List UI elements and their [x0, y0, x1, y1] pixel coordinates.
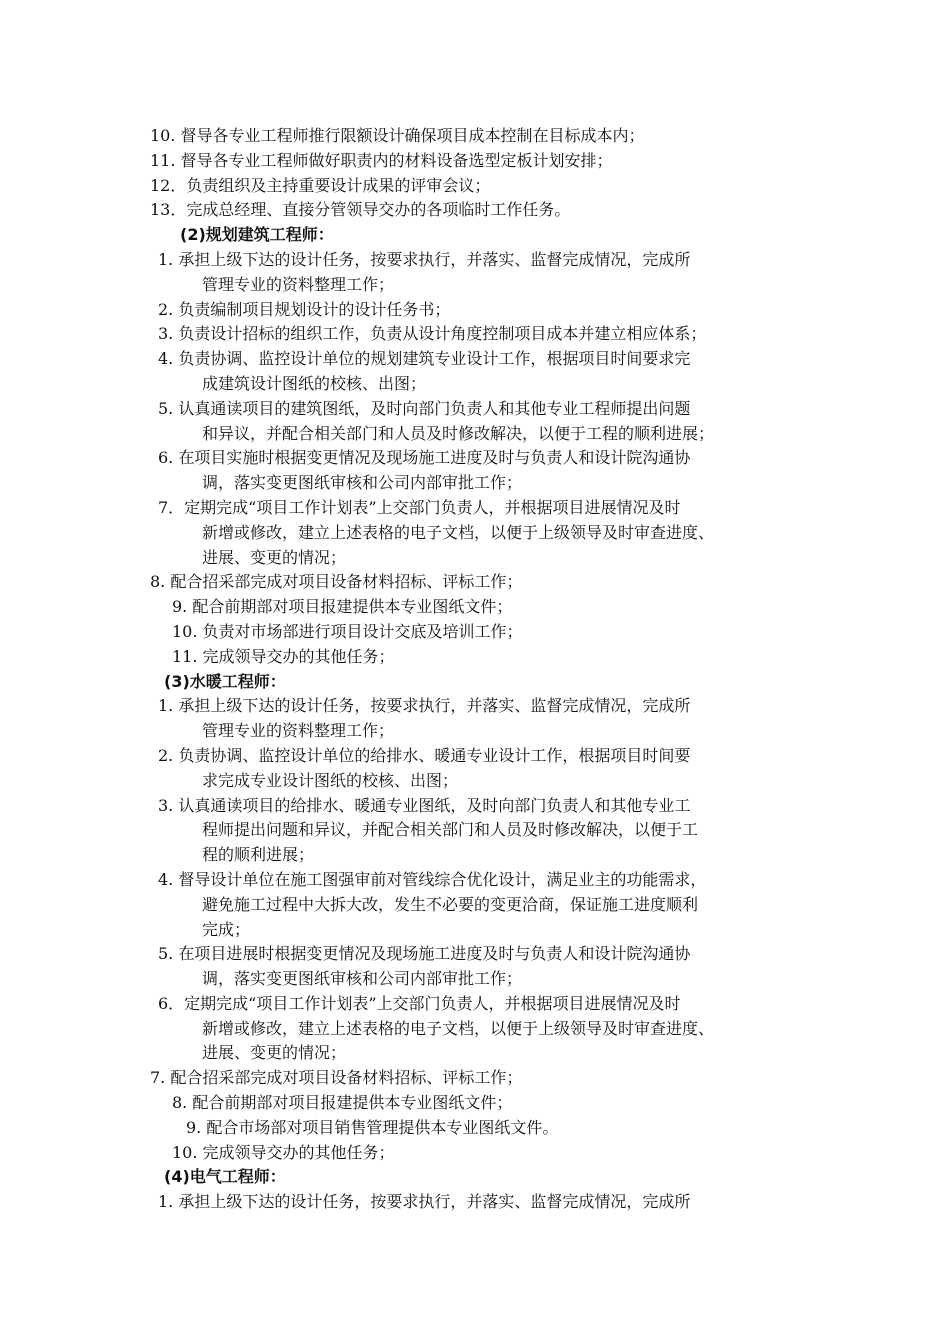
- list-item-continuation: 完成；: [202, 919, 251, 939]
- list-item: 3. 认真通读项目的给排水、暖通专业图纸，及时向部门负责人和其他专业工: [158, 795, 691, 815]
- list-item: 6．定期完成“项目工作计划表”上交部门负责人，并根据项目进展情况及时: [158, 993, 681, 1013]
- list-item-continuation: 程的顺利进展；: [202, 845, 315, 865]
- list-item-continuation: 新增或修改，建立上述表格的电子文档，以便于上级领导及时审查进度、: [202, 522, 715, 542]
- list-item: 9. 配合市场部对项目销售管理提供本专业图纸文件。: [186, 1117, 559, 1137]
- list-item: 11. 督导各专业工程师做好职责内的材料设备选型定板计划安排；: [150, 150, 613, 170]
- list-item-continuation: 管理专业的资料整理工作；: [202, 274, 395, 294]
- list-item-continuation: 管理专业的资料整理工作；: [202, 721, 395, 741]
- list-item: 5. 在项目进展时根据变更情况及现场施工进度及时与负责人和设计院沟通协: [158, 944, 691, 964]
- list-item: 7. 配合招采部完成对项目设备材料招标、评标工作；: [150, 1068, 523, 1088]
- list-item: 1. 承担上级下达的设计任务，按要求执行，并落实、监督完成情况，完成所: [158, 1192, 691, 1212]
- list-item: 10. 负责对市场部进行项目设计交底及培训工作；: [172, 621, 523, 641]
- list-item-continuation: 进展、变更的情况；: [202, 1043, 347, 1063]
- list-item: 10. 完成领导交办的其他任务；: [172, 1142, 395, 1162]
- list-item: 9. 配合前期部对项目报建提供本专业图纸文件；: [172, 597, 513, 617]
- list-item-continuation: 求完成专业设计图纸的校核、出图；: [202, 770, 459, 790]
- list-item-continuation: 进展、变更的情况；: [202, 547, 347, 567]
- list-item: 8. 配合前期部对项目报建提供本专业图纸文件；: [172, 1093, 513, 1113]
- list-item-continuation: 调，落实变更图纸审核和公司内部审批工作；: [202, 473, 523, 493]
- list-item: 7．定期完成“项目工作计划表”上交部门负责人，并根据项目进展情况及时: [158, 497, 681, 517]
- list-item: 4. 负责协调、监控设计单位的规划建筑专业设计工作，根据项目时间要求完: [158, 349, 691, 369]
- list-item: 3. 负责设计招标的组织工作，负责从设计角度控制项目成本并建立相应体系；: [158, 324, 707, 344]
- list-item: 10. 督导各专业工程师推行限额设计确保项目成本控制在目标成本内；: [150, 126, 645, 145]
- list-item-continuation: 和异议，并配合相关部门和人员及时修改解决，以便于工程的顺利进展；: [202, 423, 715, 443]
- list-item: 8. 配合招采部完成对项目设备材料招标、评标工作；: [150, 572, 523, 592]
- list-item: 4. 督导设计单位在施工图强审前对管线综合优化设计，满足业主的功能需求，: [158, 869, 707, 889]
- list-item: 5. 认真通读项目的建筑图纸，及时向部门负责人和其他专业工程师提出问题: [158, 398, 691, 418]
- list-item-continuation: 避免施工过程中大拆大改，发生不必要的变更洽商，保证施工进度顺利: [202, 894, 699, 914]
- section-heading: (2)规划建筑工程师：: [180, 225, 334, 245]
- list-item: 13．完成总经理、直接分管领导交办的各项临时工作任务。: [150, 200, 571, 220]
- list-item: 2. 负责编制项目规划设计的设计任务书；: [158, 299, 451, 319]
- list-item-continuation: 程师提出问题和异议，并配合相关部门和人员及时修改解决，以便于工: [202, 820, 699, 840]
- list-item-continuation: 成建筑设计图纸的校核、出图；: [202, 373, 427, 393]
- section-heading: (3)水暖工程师：: [164, 671, 286, 691]
- list-item-continuation: 调，落实变更图纸审核和公司内部审批工作；: [202, 969, 523, 989]
- list-item: 11. 完成领导交办的其他任务；: [172, 646, 395, 666]
- list-item: 1. 承担上级下达的设计任务，按要求执行，并落实、监督完成情况，完成所: [158, 696, 691, 716]
- document-body: [150, 124, 840, 1215]
- list-item: 2. 负责协调、监控设计单位的给排水、暖通专业设计工作，根据项目时间要: [158, 745, 691, 765]
- section-heading: (4)电气工程师：: [164, 1167, 286, 1187]
- list-item: 12．负责组织及主持重要设计成果的评审会议；: [150, 175, 491, 195]
- list-item-continuation: 新增或修改，建立上述表格的电子文档，以便于上级领导及时审查进度、: [202, 1018, 715, 1038]
- list-item: 1. 承担上级下达的设计任务，按要求执行，并落实、监督完成情况，完成所: [158, 249, 691, 269]
- list-item: 6. 在项目实施时根据变更情况及现场施工进度及时与负责人和设计院沟通协: [158, 448, 691, 468]
